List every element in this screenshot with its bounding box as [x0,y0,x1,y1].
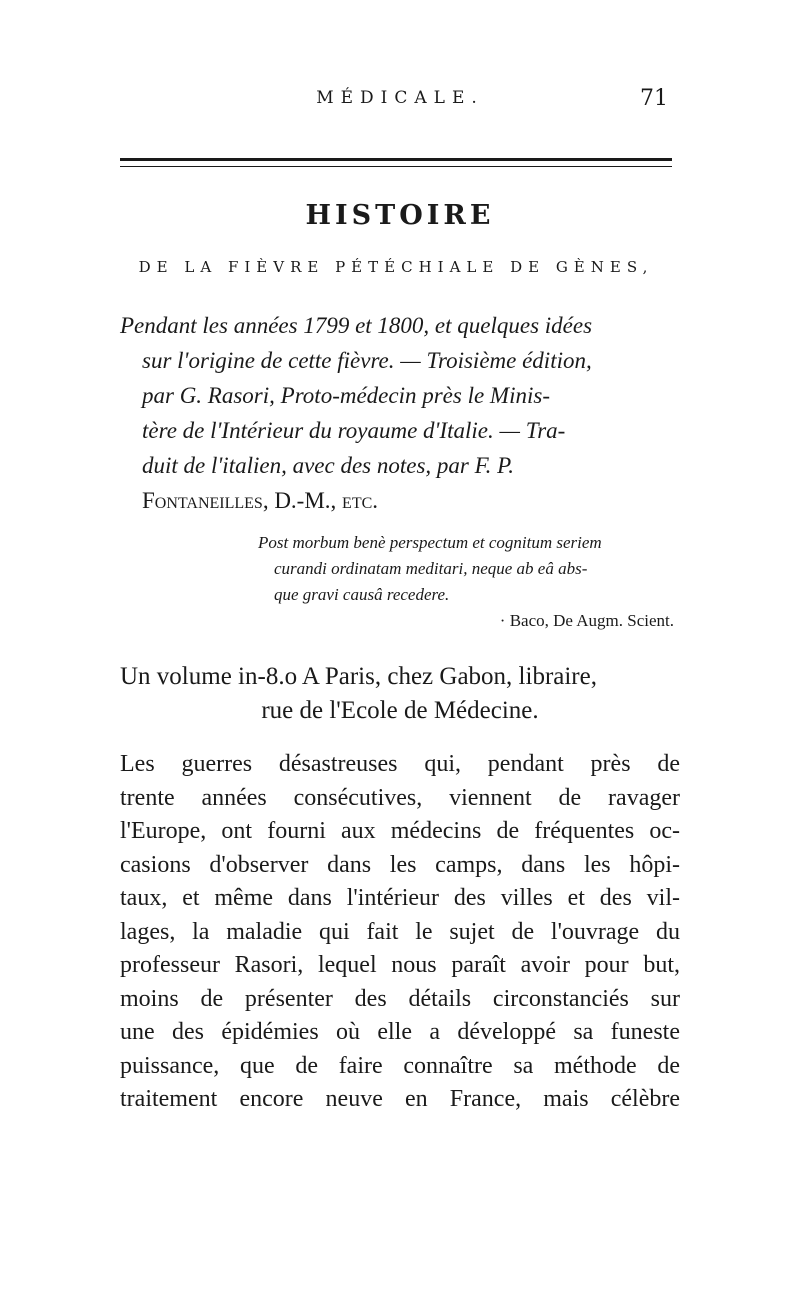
epigraph [258,530,678,634]
body-line: moins de présenter des détails circonstanciés sur [120,985,680,1012]
body-line: lages, la maladie qui fait le sujet de l'ouvrage du [120,918,680,945]
body-line: taux, et même dans l'intérieur des villes et des vil- [120,885,680,911]
bib-line: par G. Rasori, Proto-médecin près le Minis- [142,383,550,408]
body-line: l'Europe, ont fourni aux médecins de fréquentes oc- [120,818,680,844]
epigraph-line: curandi ordinatam meditari, neque ab eâ abs- [274,559,588,578]
bib-line: Pendant les années 1799 et 1800, et quelques idées [120,313,593,338]
epigraph-line: que gravi causâ recedere. [274,585,450,604]
epigraph-attribution: · Baco, De Augm. Scient. [499,611,674,630]
header-rule-thin [120,166,672,167]
imprint-line: Un volume in-8.o A Paris, chez Gabon, libraire, [120,663,597,690]
article-subtitle: DE LA FIÈVRE PÉTÉCHIALE DE GÈNES, [138,258,654,276]
bib-line: sur l'origine de cette fièvre. — Troisième édition, [142,348,592,373]
epigraph-line: Post morbum benè perspectum et cognitum seriem [258,533,602,552]
body-paragraph [120,748,680,1117]
bib-line: duit de l'italien, avec des notes, par F. P. [142,453,515,478]
body-line: une des épidémies où elle a développé sa funeste [120,1019,680,1045]
header-rule-thick [120,158,672,161]
body-line: professeur Rasori, lequel nous paraît avoir pour but, [120,952,680,978]
body-line: Les guerres désastreuses qui, pendant près de [120,751,680,777]
bibliographic-entry [120,308,672,518]
bib-line: Fontaneilles, D.-M., etc. [142,488,379,513]
running-title: MÉDICALE. [316,88,484,108]
body-line: puissance, que de faire connaître sa méthode de [120,1052,680,1079]
publication-imprint [120,660,680,728]
imprint-line: rue de l'Ecole de Médecine. [261,697,539,724]
article-title: HISTOIRE [305,200,495,231]
body-line: casions d'observer dans les camps, dans les hôpi- [120,851,680,878]
page-number: 71 [640,86,668,111]
bib-line: tère de l'Intérieur du royaume d'Italie. — Tra- [142,418,566,443]
body-line: traitement encore neuve en France, mais célèbre [120,1086,680,1112]
body-line: trente années consécutives, viennent de ravager [120,784,680,811]
